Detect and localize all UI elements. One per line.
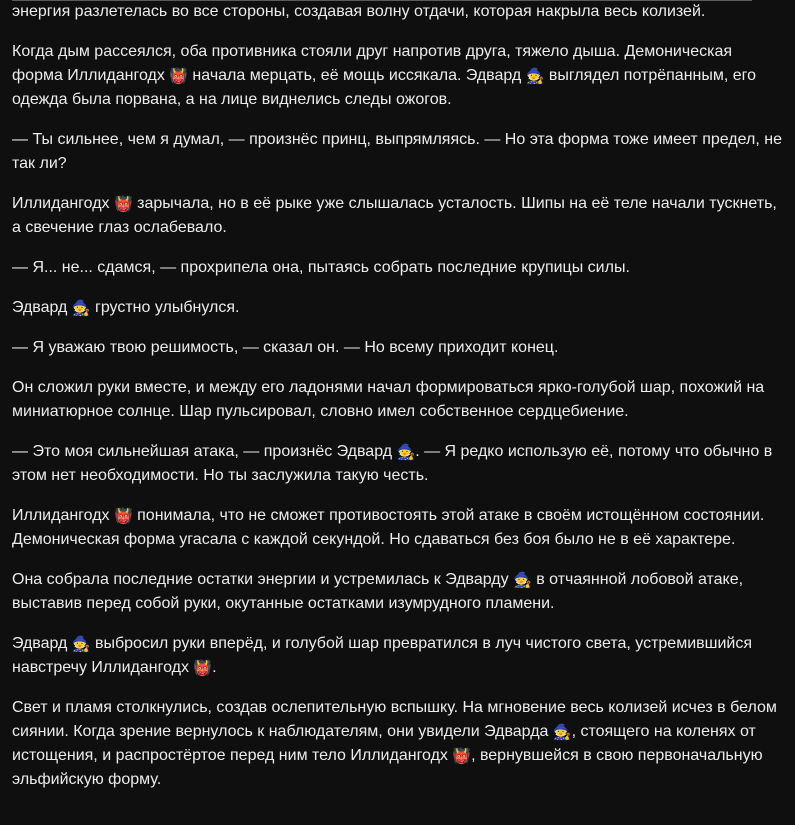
- story-paragraph: [12, 296, 782, 320]
- red-demon-face-emoji: 👹: [114, 195, 133, 213]
- story-paragraph: [12, 40, 782, 112]
- wizard-emoji: 🧙: [396, 443, 416, 461]
- story-text-run: Свет и пламя столкнулись, создав ослепительную вспышку. На мгновение весь колизей исчез в белом сиянии. Когда зрение вернулось к наблюдателям, они увидели Эдварда: [12, 699, 777, 740]
- story-text-run: выглядел потрёпанным, его одежда была порвана, а на лице виднелись следы ожогов.: [12, 67, 757, 108]
- story-text-run: . — Я редко использую её, потому что обычно в этом нет необходимости. Но ты заслужила такую честь.: [12, 443, 773, 484]
- story-text-run: — Я... не... сдамся, — прохрипела она, пытаясь собрать последние крупицы силы.: [12, 259, 630, 276]
- story-text-run: , стоящего на коленях от истощения, и распростёртое перед ним тело Иллидангодх: [12, 723, 756, 764]
- story-text-run: Иллидангодх: [12, 195, 114, 212]
- story-paragraph: [12, 336, 782, 360]
- story-text-run: — Ты сильнее, чем я думал, — произнёс принц, выпрямляясь. — Но эта форма тоже имеет предел, не так ли?: [12, 131, 782, 172]
- wizard-emoji: 🧙: [552, 723, 572, 741]
- story-paragraph: [12, 128, 782, 176]
- story-paragraph: [12, 440, 782, 488]
- story-text-run: в отчаянной лобовой атаке, выставив перед собой руки, окутанные остатками изумрудного пламени.: [12, 571, 744, 612]
- story-text: [12, 0, 782, 808]
- story-text-run: Иллидангодх: [12, 507, 114, 524]
- story-text-run: Эдвард: [12, 635, 72, 652]
- story-text-run: — Я уважаю твою решимость, — сказал он. — Но всему приходит конец.: [12, 339, 559, 356]
- story-text-run: — Это моя сильнейшая атака, — произнёс Эдвард: [12, 443, 397, 460]
- story-paragraph: [12, 0, 782, 24]
- story-paragraph: [12, 568, 782, 616]
- story-text-run: понимала, что не сможет противостоять этой атаке в своём истощённом состоянии. Демоническая форма угасала с каждой секундой. Но сдаваться без боя было не в её характере.: [12, 507, 765, 548]
- story-paragraph: [12, 504, 782, 552]
- story-text-run: Эдвард: [12, 299, 72, 316]
- wizard-emoji: 🧙: [525, 67, 545, 85]
- story-paragraph: [12, 192, 782, 240]
- story-text-run: начала мерцать, её мощь иссякала. Эдвард: [187, 67, 526, 84]
- red-demon-face-emoji: 👹: [169, 67, 188, 85]
- story-text-run: , вернувшейся в свою первоначальную эльфийскую форму.: [12, 747, 763, 788]
- story-text-run: грустно улыбнулся.: [90, 299, 240, 316]
- red-demon-face-emoji: 👹: [193, 659, 213, 677]
- story-paragraph: [12, 256, 782, 280]
- story-paragraph: [12, 376, 782, 424]
- wizard-emoji: 🧙: [513, 571, 532, 589]
- story-text-run: зарычала, но в её рыке уже слышалась усталость. Шипы на её теле начали тускнеть, а свечение глаз ослабевало.: [12, 195, 777, 236]
- story-text-run: Он сложил руки вместе, и между его ладонями начал формироваться ярко-голубой шар, похожий на миниатюрное солнце. Шар пульсировал, словно имел собственное сердцебиение.: [12, 379, 765, 420]
- story-text-run: Она собрала последние остатки энергии и устремилась к Эдварду: [12, 571, 514, 588]
- story-paragraph: [12, 696, 782, 792]
- story-text-run: Когда дым рассеялся, оба противника стояли друг напротив друга, тяжело дыша. Демоническая форма Иллидангодх: [12, 43, 733, 84]
- story-text-run: выбросил руки вперёд, и голубой шар превратился в луч чистого света, устремившийся навстречу Иллидангодх: [12, 635, 753, 676]
- red-demon-face-emoji: 👹: [452, 747, 472, 765]
- red-demon-face-emoji: 👹: [114, 507, 133, 525]
- story-paragraph: [12, 632, 782, 680]
- story-text-run: .: [212, 659, 217, 676]
- wizard-emoji: 🧙: [71, 299, 91, 317]
- story-text-run: энергия разлетелась во все стороны, создавая волну отдачи, которая накрыла весь колизей.: [12, 3, 706, 20]
- wizard-emoji: 🧙: [71, 635, 91, 653]
